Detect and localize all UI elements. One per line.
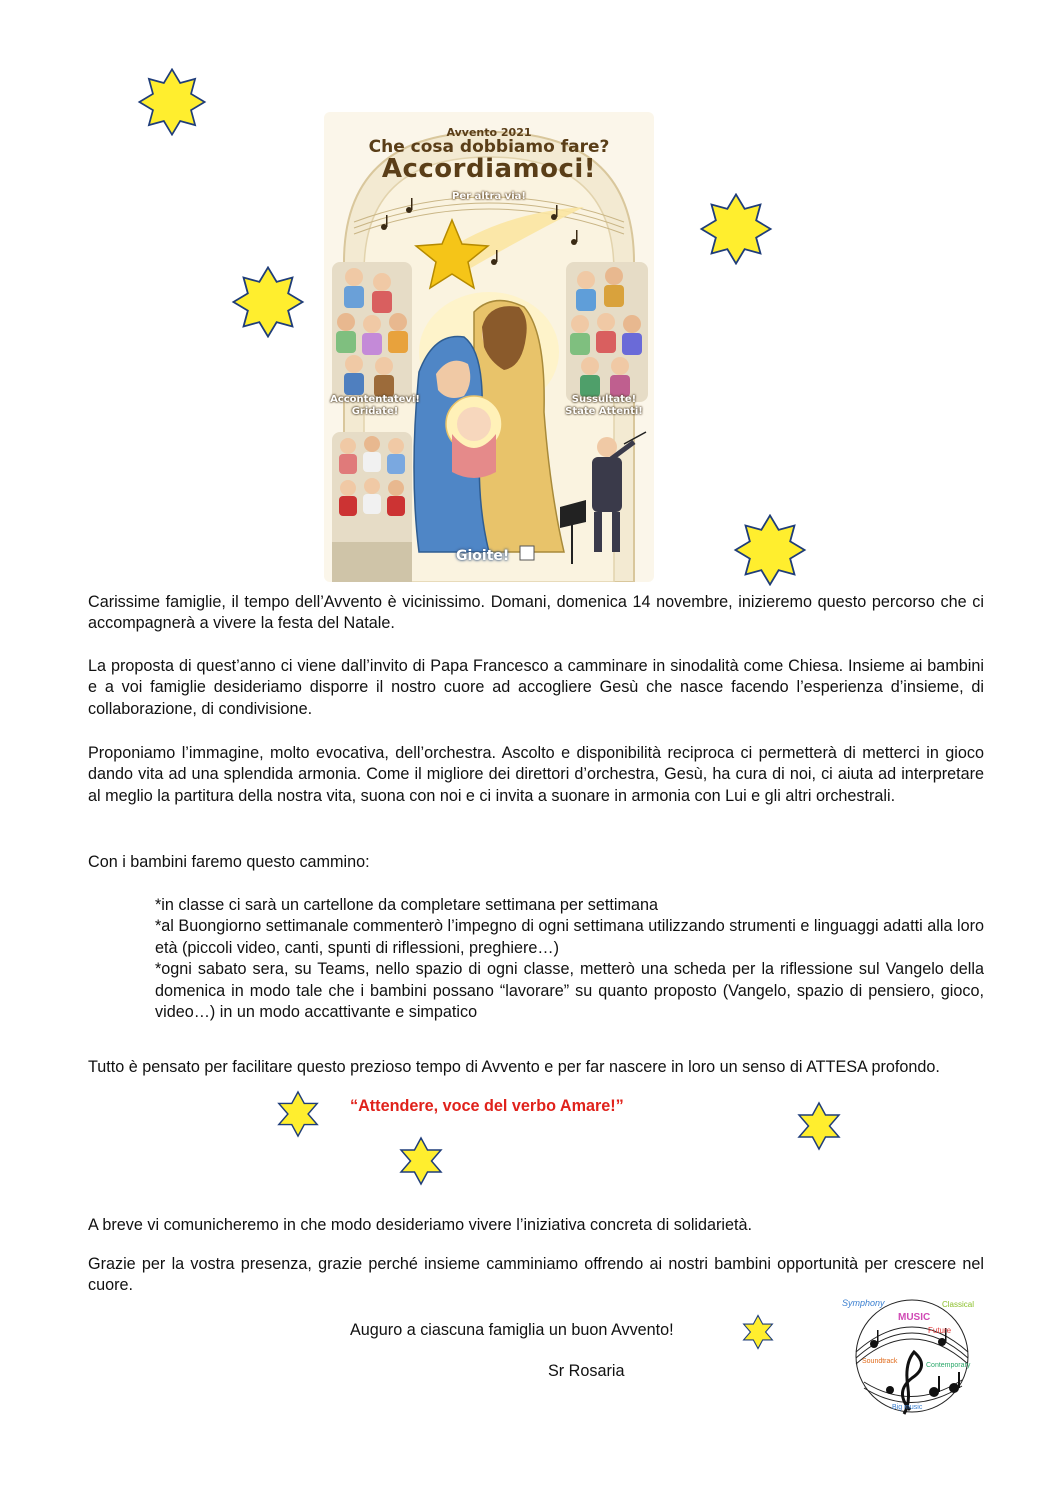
list-item: *al Buongiorno settimanale commenterò l’impegno di ogni settimana utilizzando strumenti e linguaggi adatti alla loro età (piccoli video, canti, spunti di riflessioni, preghiere…) bbox=[155, 917, 984, 957]
poster-label-right-1: Sussultate! bbox=[571, 394, 637, 405]
music-word: Contemporary bbox=[926, 1362, 971, 1369]
poster-label-right bbox=[558, 394, 650, 418]
paragraph-solidarity bbox=[88, 1215, 984, 1236]
music-logo bbox=[834, 1292, 984, 1420]
poster-label-left-2: Gridate! bbox=[351, 406, 399, 417]
star-icon bbox=[229, 266, 307, 338]
poster-headline: Accordiamoci! bbox=[381, 154, 597, 184]
paragraph-thanks bbox=[88, 1254, 984, 1297]
paragraph: Con i bambini faremo questo cammino: bbox=[88, 853, 370, 871]
paragraph: A breve vi comunicheremo in che modo desideriamo vivere l’iniziativa concreta di solidarietà. bbox=[88, 1216, 753, 1234]
poster-label-left bbox=[330, 394, 420, 418]
music-word: Future bbox=[928, 1326, 952, 1335]
motto-quote: “Attendere, voce del verbo Amare!” bbox=[350, 1097, 624, 1115]
advent-poster bbox=[324, 112, 654, 582]
star-icon bbox=[272, 1090, 324, 1138]
paragraph-conclusion bbox=[88, 1057, 984, 1078]
poster-bottom-label: Gioite! bbox=[456, 548, 510, 564]
paragraph: Tutto è pensato per facilitare questo prezioso tempo di Avvento e per far nascere in loro un senso di ATTESA profondo. bbox=[88, 1058, 940, 1076]
paragraph: Grazie per la vostra presenza, grazie perché insieme camminiamo offrendo ai nostri bambini opportunità per crescere nel cuore. bbox=[88, 1255, 984, 1295]
signature: Sr Rosaria bbox=[548, 1362, 625, 1380]
star-icon bbox=[794, 1101, 844, 1151]
star-icon bbox=[740, 1314, 776, 1350]
music-word: Classical bbox=[942, 1300, 975, 1309]
activity-list bbox=[155, 895, 984, 1023]
music-word: Symphony bbox=[842, 1298, 885, 1308]
music-word: Soundtrack bbox=[862, 1358, 898, 1365]
poster-title: Che cosa dobbiamo fare? bbox=[368, 137, 610, 157]
poster-subtitle: Per altra via! bbox=[452, 191, 526, 202]
closing-greeting: Auguro a ciascuna famiglia un buon Avvento! bbox=[350, 1321, 674, 1339]
paragraph: Proponiamo l’immagine, molto evocativa, dell’orchestra. Ascolto e disponibilità reciproca ci permetterà di metterci in gioco dando vita ad una splendida armonia. Come il migliore dei direttori d’orchestra, Gesù, ha cura di noi, ci aiuta ad interpretare al meglio la partitura della nostra vita, suona con noi e ci invita a suonare in armonia con Lui e gli altri orchestrali. bbox=[88, 744, 984, 805]
poster-label-right-2: State Attenti! bbox=[565, 406, 643, 417]
star-icon bbox=[730, 514, 810, 586]
paragraph-path-intro bbox=[88, 852, 984, 873]
paragraph-intro bbox=[88, 592, 984, 635]
paragraph-proposal bbox=[88, 656, 984, 720]
star-icon bbox=[396, 1136, 446, 1186]
list-item: *in classe ci sarà un cartellone da completare settimana per settimana bbox=[155, 896, 658, 914]
paragraph: La proposta di quest’anno ci viene dall’invito di Papa Francesco a camminare in sinodalità come Chiesa. Insieme ai bambini e a voi famiglie desideriamo disporre il nostro cuore ad accogliere Gesù che nasce facendo l’esperienza d’insieme, di collaborazione, di condivisione. bbox=[88, 657, 984, 718]
music-word: Big music bbox=[892, 1404, 923, 1411]
poster-year: Avvento 2021 bbox=[446, 126, 532, 139]
star-icon bbox=[697, 193, 775, 265]
paragraph: Carissime famiglie, il tempo dell’Avvento è vicinissimo. Domani, domenica 14 novembre, inizieremo questo percorso che ci accompagnerà a vivere la festa del Natale. bbox=[88, 593, 984, 633]
poster-label-left-1: Accontentatevi! bbox=[330, 394, 420, 405]
paragraph-orchestra bbox=[88, 743, 984, 807]
star-icon bbox=[134, 68, 210, 136]
music-word: MUSIC bbox=[898, 1312, 931, 1323]
list-item: *ogni sabato sera, su Teams, nello spazio di ogni classe, metterò una scheda per la riflessione sul Vangelo della domenica in modo tale che i bambini possano “lavorare” su quanto proposto (Vangelo, spazio di pensiero, gioco, video…) in un modo accattivante e simpatico bbox=[155, 960, 984, 1022]
